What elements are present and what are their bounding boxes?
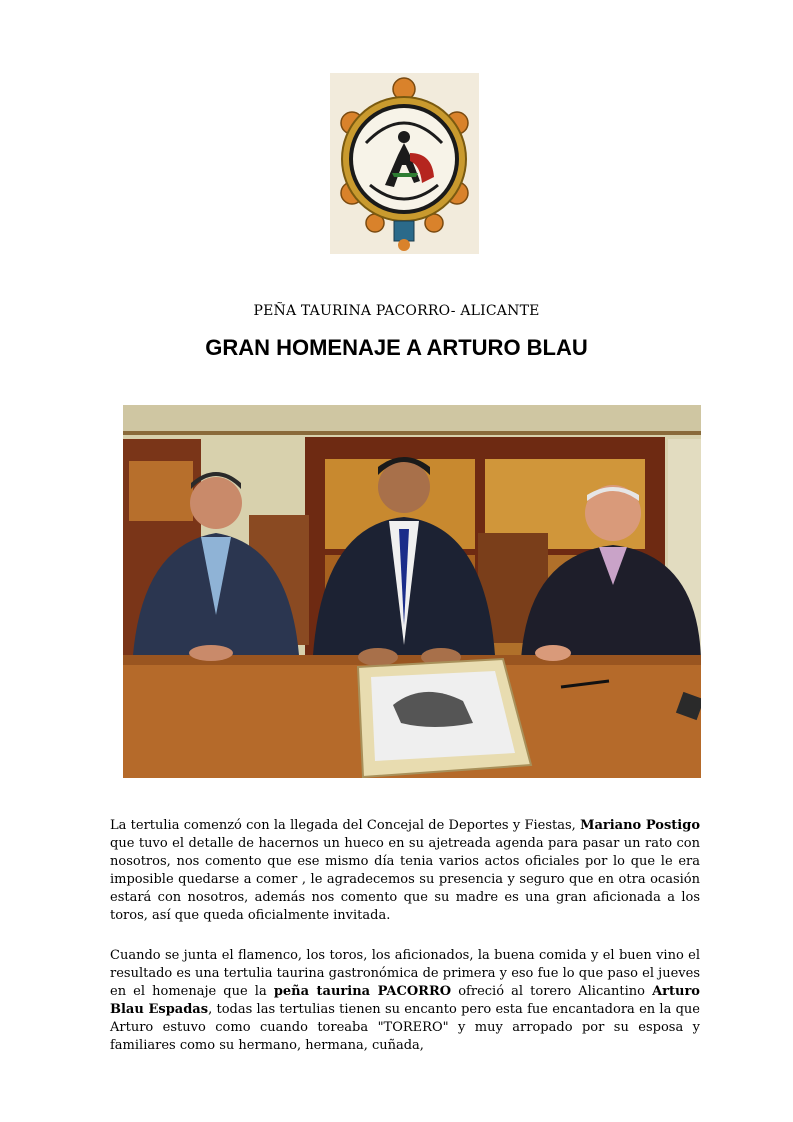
p2-text-2: ofreció al torero Alicantino: [451, 984, 653, 999]
article-paragraph-2: [110, 947, 700, 1055]
p1-text-1: La tertulia comenzó con la llegada del Concejal de Deportes y Fiestas,: [110, 818, 581, 833]
p2-text-1: Cuando se junta el flamenco, los toros, los aficionados, la buena comida y el buen vino el resultado es una tertulia taurina gastronómica de primera y eso fue lo que paso el jueves en el homenaje que la: [110, 948, 700, 999]
pena-taurina-pacorro-badge-icon: [330, 73, 479, 254]
p2-bold-bullfighter: Arturo Blau Espadas: [110, 984, 700, 1017]
p2-bold-club: peña taurina PACORRO: [273, 984, 452, 999]
event-photo: [123, 405, 701, 778]
p1-text-2: que tuvo el detalle de hacernos un hueco en su ajetreada agenda para pasar un rato con nosotros, nos comento que ese mismo día tenia varios actos oficiales por lo que le era imposible quedarse a comer , le agradecemos su presencia y seguro que en otra ocasión estará con nosotros, además nos comento que su madre es una gran aficionada a los toros, así que queda oficialmente invitada.: [110, 836, 700, 923]
p2-text-3: , todas las tertulias tienen su encanto pero esta fue encantadora en la que Arturo estuvo como cuando toreaba "TORERO" y muy arropado por su esposa y familiares como su hermano, hermana, cuñada,: [110, 1002, 700, 1053]
group-photo-icon: [123, 405, 701, 778]
p1-bold-name: Mariano Postigo: [580, 818, 701, 833]
club-logo: [330, 73, 479, 254]
club-subtitle: PEÑA TAURINA PACORRO- ALICANTE: [253, 303, 540, 319]
article-paragraph-1: [110, 817, 700, 925]
page-title: GRAN HOMENAJE A ARTURO BLAU: [205, 335, 588, 360]
